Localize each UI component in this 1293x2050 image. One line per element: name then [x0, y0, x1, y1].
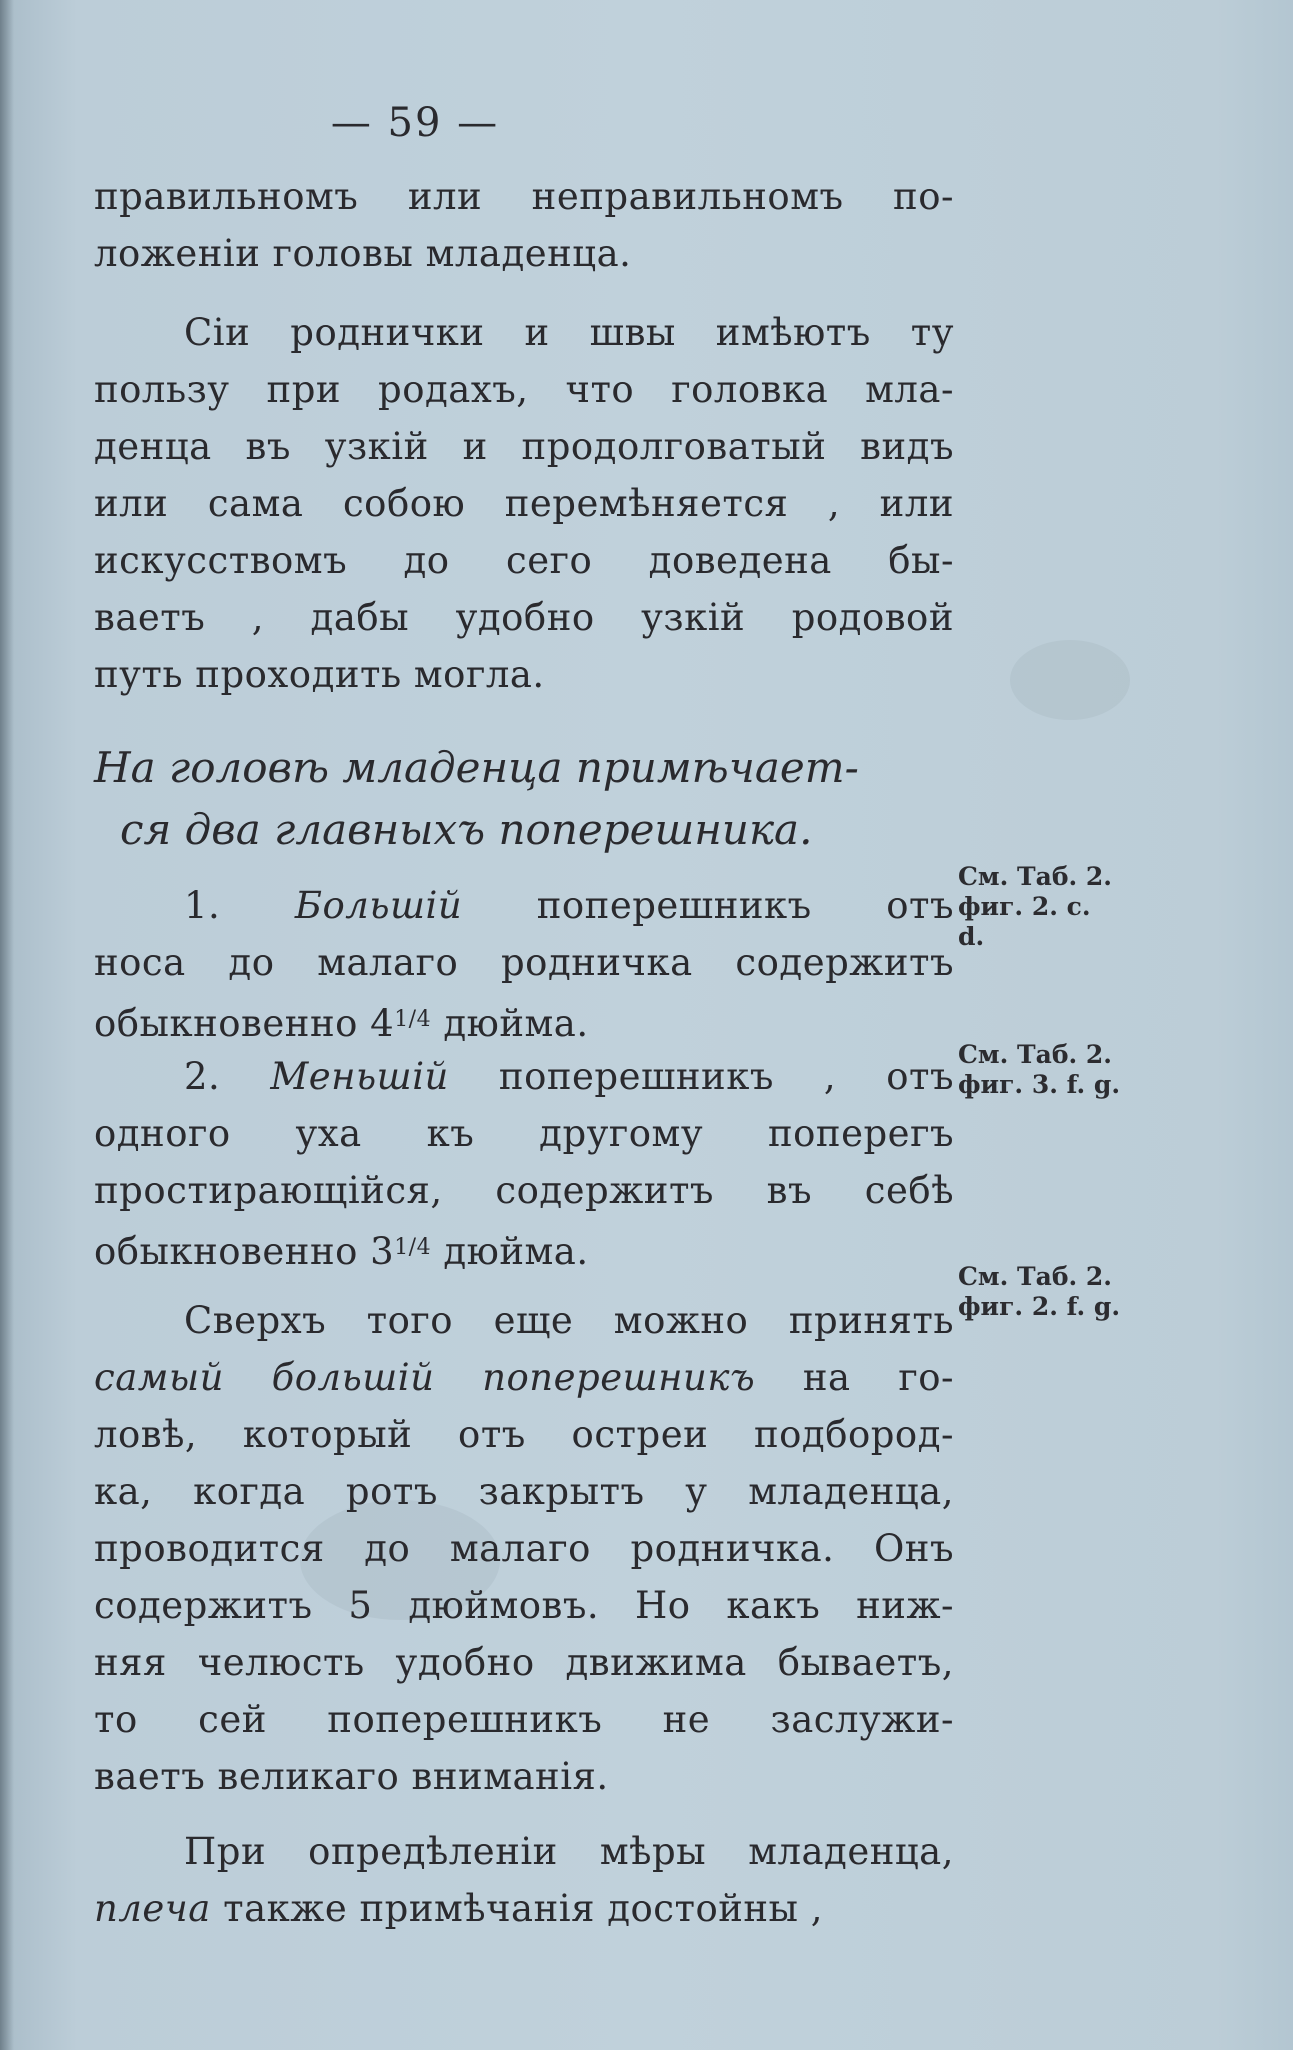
- text-line: искусствомъ до сего доведена бы-: [94, 539, 954, 582]
- margin-note: [958, 1262, 1120, 1322]
- text-line: няя челюсть удобно движима бываетъ,: [94, 1641, 954, 1684]
- text-line: ложенiи головы младенца.: [94, 232, 632, 275]
- text-line: путь проходить могла.: [94, 653, 545, 696]
- text-fragment: обыкновенно 3: [94, 1230, 395, 1273]
- paper-stain: [1010, 640, 1130, 720]
- margin-note-line: d.: [958, 922, 985, 951]
- margin-note-line: См. Таб. 2.: [958, 1040, 1113, 1069]
- text-line: ка, когда ротъ закрытъ у младенца,: [94, 1470, 954, 1513]
- text-line: [94, 1219, 954, 1276]
- text-fragment: дюйма.: [431, 1230, 589, 1273]
- item-text: поперешникъ , отъ: [498, 1055, 955, 1098]
- text-line: [94, 1349, 954, 1406]
- text-line: содержитъ 5 дюймовъ. Но какъ ниж-: [94, 1584, 954, 1627]
- text-line: [94, 1880, 954, 1937]
- text-line: денца въ узкiй и продолговатый видъ: [94, 425, 954, 468]
- text-line: ваетъ великаго вниманiя.: [94, 1755, 609, 1798]
- margin-note: [958, 1040, 1120, 1100]
- text-line: носа до малаго родничка содержитъ: [94, 941, 954, 984]
- italic-phrase: самый большiй поперешникъ: [94, 1356, 756, 1399]
- text-line: ваетъ , дабы удобно узкiй родовой: [94, 596, 954, 639]
- item-term: Меньшiй: [270, 1055, 449, 1098]
- text-line: При опредѣленiи мѣры младенца,: [184, 1830, 954, 1873]
- fraction: 1/4: [394, 1007, 432, 1032]
- fraction: 1/4: [394, 1235, 432, 1260]
- italic-phrase: плеча: [94, 1887, 211, 1930]
- margin-note-line: См. Таб. 2.: [958, 1262, 1113, 1291]
- text-line: пользу при родахъ, что головка мла-: [94, 368, 954, 411]
- section-heading: ся два главныхъ поперешника.: [120, 805, 813, 854]
- text-line: проводится до малаго родничка. Онъ: [94, 1527, 954, 1570]
- text-line: Сверхъ того еще можно принять: [184, 1299, 954, 1342]
- page-edge-shadow: [0, 0, 14, 2050]
- margin-note-line: фиг. 3. f. g.: [958, 1070, 1121, 1099]
- text-line: ловѣ, который отъ остреи подбород-: [94, 1413, 954, 1456]
- text-fragment: также примѣчанiя достойны ,: [210, 1887, 824, 1930]
- list-item-line: [94, 1048, 954, 1105]
- list-item-line: [94, 877, 954, 934]
- text-line: правильномъ или неправильномъ по-: [94, 175, 954, 218]
- margin-note-line: фиг. 2. c.: [958, 892, 1091, 921]
- margin-note-line: фиг. 2. f. g.: [958, 1292, 1121, 1321]
- item-number: 2.: [184, 1055, 221, 1098]
- margin-note: [958, 862, 1112, 952]
- margin-note-line: См. Таб. 2.: [958, 862, 1113, 891]
- text-line: [94, 991, 954, 1048]
- text-line: то сей поперешникъ не заслужи-: [94, 1698, 954, 1741]
- text-fragment: на го-: [755, 1356, 955, 1399]
- text-fragment: обыкновенно 4: [94, 1002, 395, 1045]
- text-line: простирающiйся, содержитъ въ себѣ: [94, 1169, 954, 1212]
- item-text: поперешникъ отъ: [536, 884, 954, 927]
- text-line: одного уха къ другому поперегъ: [94, 1112, 954, 1155]
- text-fragment: дюйма.: [431, 1002, 589, 1045]
- text-line: или сама собою перемѣняется , или: [94, 482, 954, 525]
- page-number: — 59 —: [330, 100, 500, 146]
- item-term: Большiй: [294, 884, 463, 927]
- text-line: Сiи роднички и швы имѣютъ ту: [184, 311, 954, 354]
- item-number: 1.: [184, 884, 221, 927]
- section-heading: На головѣ младенца примѣчает-: [94, 743, 859, 792]
- body-text: [94, 168, 954, 1937]
